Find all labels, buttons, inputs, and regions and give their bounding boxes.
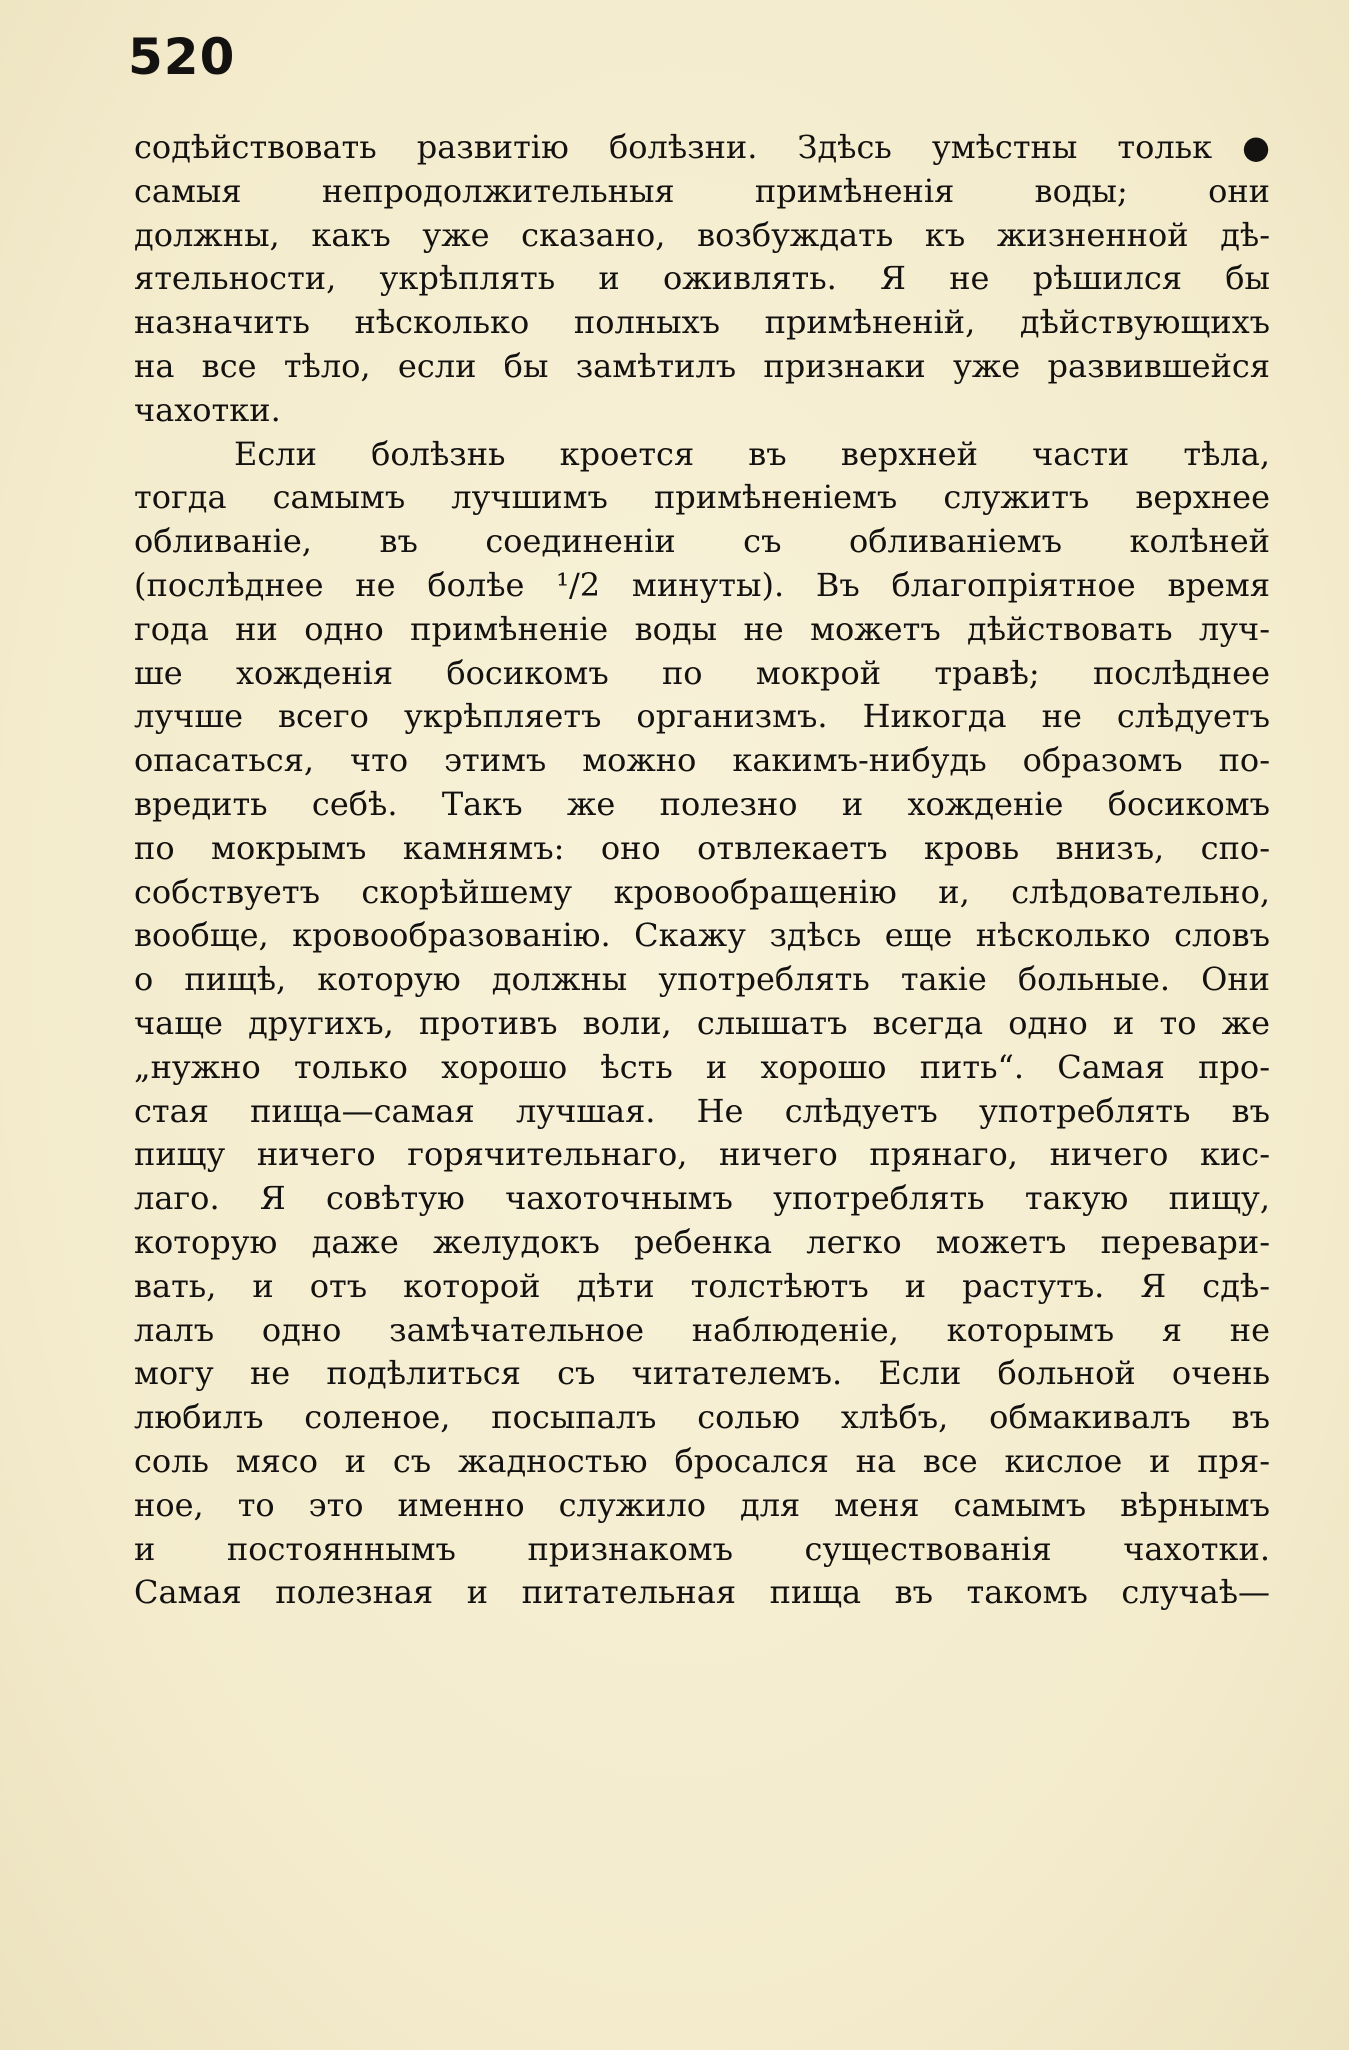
text-line: чаще другихъ, противъ воли, слышатъ всегда одно и то же [134, 1003, 1270, 1042]
text-line: лучше всего укрѣпляетъ организмъ. Никогда не слѣдуетъ [134, 697, 1270, 736]
text-line: на все тѣло, если бы замѣтилъ признаки уже развившейся [134, 346, 1270, 385]
text-line: пищу ничего горячительнаго, ничего прянаго, ничего кис- [134, 1135, 1270, 1174]
text-line: самыя непродолжительныя примѣненія воды; они [134, 171, 1270, 210]
text-line: соль мясо и съ жадностью бросался на все кислое и пря- [134, 1441, 1270, 1480]
text-line: вообще, кровообразованію. Скажу здѣсь еще нѣсколько словъ [134, 916, 1270, 955]
text-line: содѣйствовать развитію болѣзни. Здѣсь умѣстны тольк● [134, 128, 1270, 166]
text-line: тогда самымъ лучшимъ примѣненіемъ служитъ верхнее [134, 478, 1270, 517]
text-line: (послѣднее не болѣе ¹/2 минуты). Въ благопріятное время [134, 565, 1270, 604]
text-line: любилъ соленое, посыпалъ солью хлѣбъ, обмакивалъ въ [134, 1398, 1270, 1437]
text-line: назначить нѣсколько полныхъ примѣненій, дѣйствующихъ [134, 303, 1270, 342]
text-line: опасаться, что этимъ можно какимъ-нибудь образомъ по- [134, 741, 1270, 780]
text-line: лалъ одно замѣчательное наблюденіе, которымъ я не [134, 1310, 1270, 1349]
body-text [134, 126, 1270, 1615]
text-line: по мокрымъ камнямъ: оно отвлекаетъ кровь внизъ, спо- [134, 828, 1270, 867]
text-line: Самая полезная и питательная пища въ такомъ случаѣ— [134, 1573, 1270, 1612]
text-line: стая пища—самая лучшая. Не слѣдуетъ употреблять въ [134, 1091, 1270, 1130]
text-line: вать, и отъ которой дѣти толстѣютъ и растутъ. Я сдѣ- [134, 1266, 1270, 1305]
text-line: могу не подѣлиться съ читателемъ. Если больной очень [134, 1354, 1270, 1393]
text-line: ное, то это именно служило для меня самымъ вѣрнымъ [134, 1485, 1270, 1524]
page-number: 520 [128, 28, 236, 86]
text-line: „нужно только хорошо ѣсть и хорошо пить“. Самая про- [134, 1047, 1270, 1086]
text-line: ше хожденія босикомъ по мокрой травѣ; послѣднее [134, 653, 1270, 692]
text-line: должны, какъ уже сказано, возбуждать къ жизненной дѣ- [134, 215, 1270, 254]
text-line: чахотки. [134, 390, 281, 429]
text-line: вредить себѣ. Такъ же полезно и хожденіе босикомъ [134, 784, 1270, 823]
paragraph-start-line: Если болѣзнь кроется въ верхней части тѣла, [234, 434, 1270, 473]
text-line: собствуетъ скорѣйшему кровообращенію и, слѣдовательно, [134, 872, 1270, 911]
text-line: и постояннымъ признакомъ существованія чахотки. [134, 1529, 1270, 1568]
text-line: лаго. Я совѣтую чахоточнымъ употреблять такую пищу, [134, 1179, 1270, 1218]
text-line: о пищѣ, которую должны употреблять такіе больные. Они [134, 960, 1270, 999]
text-line: обливаніе, въ соединеніи съ обливаніемъ колѣней [134, 522, 1270, 561]
text-line: ятельности, укрѣплять и оживлять. Я не рѣшился бы [134, 259, 1270, 298]
text-line: года ни одно примѣненіе воды не можетъ дѣйствовать луч- [134, 609, 1270, 648]
text-line: которую даже желудокъ ребенка легко можетъ перевари- [134, 1222, 1270, 1261]
